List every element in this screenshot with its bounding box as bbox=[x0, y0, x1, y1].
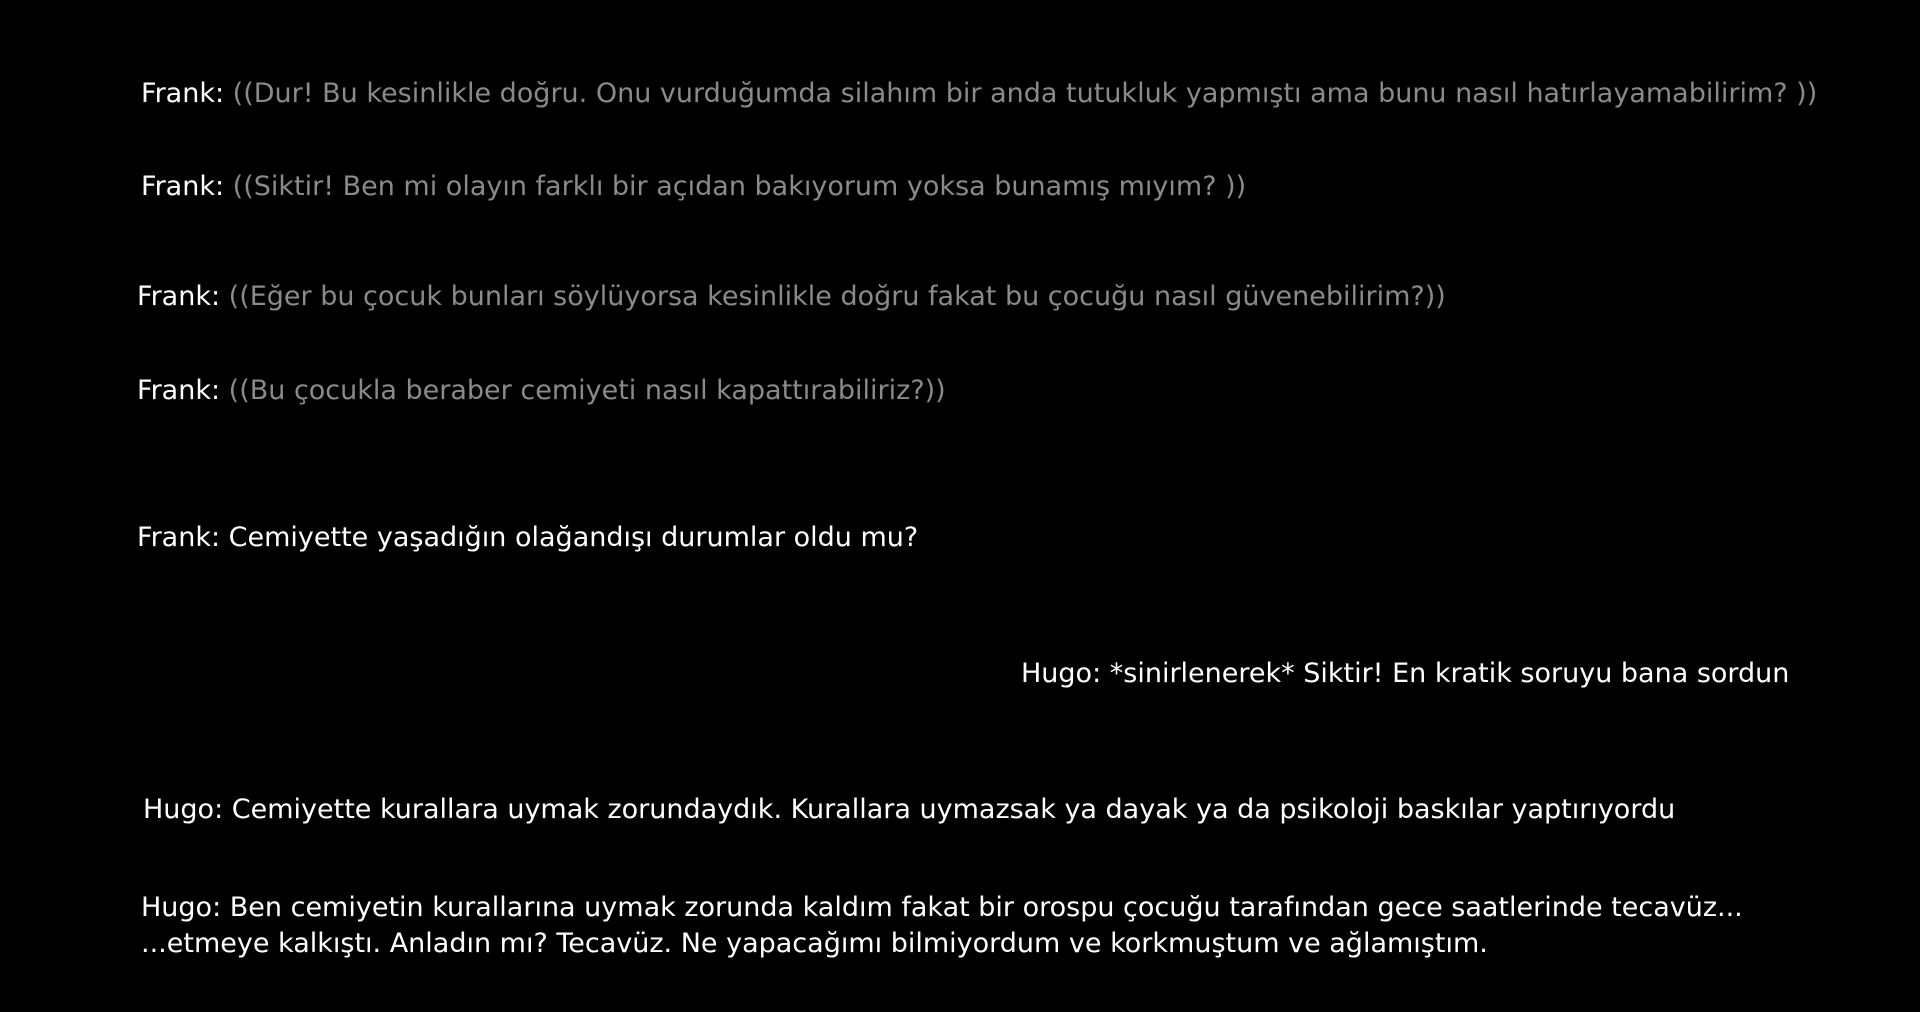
dialogue-text: Ben cemiyetin kurallarına uymak zorunda kaldım fakat bir orospu çocuğu tarafından gece saatlerinde tecavüz... bbox=[229, 892, 1743, 923]
speaker-name: Hugo: bbox=[141, 892, 222, 923]
speaker-name: Frank: bbox=[137, 522, 221, 553]
dialogue-line-frank-thought-4 bbox=[137, 373, 946, 409]
dialogue-line-hugo-story bbox=[141, 890, 1743, 962]
dialogue-line-frank-thought-2 bbox=[141, 169, 1246, 205]
speaker-name: Hugo: bbox=[143, 794, 224, 825]
dialogue-text: ((Siktir! Ben mi olayın farklı bir açıdan bakıyorum yoksa bunamış mıyım? )) bbox=[232, 171, 1247, 202]
speaker-name: Frank: bbox=[137, 375, 221, 406]
speaker-name: Frank: bbox=[141, 78, 225, 109]
dialogue-line-frank-question bbox=[137, 520, 918, 556]
dialogue-line-2 bbox=[141, 926, 1743, 962]
dialogue-line-frank-thought-3 bbox=[137, 279, 1446, 315]
dialogue-text: *sinirlenerek* Siktir! En kratik soruyu bana sordun bbox=[1109, 658, 1790, 689]
dialogue-text-continued: ...etmeye kalkıştı. Anladın mı? Tecavüz. Ne yapacağımı bilmiyordum ve korkmuştum ve ağlamıştım. bbox=[141, 928, 1488, 959]
dialogue-text: ((Bu çocukla beraber cemiyeti nasıl kapattırabiliriz?)) bbox=[228, 375, 946, 406]
speaker-name: Frank: bbox=[137, 281, 221, 312]
speaker-name: Hugo: bbox=[1021, 658, 1102, 689]
dialogue-line-hugo-reaction bbox=[1021, 656, 1789, 692]
dialogue-text: ((Eğer bu çocuk bunları söylüyorsa kesinlikle doğru fakat bu çocuğu nasıl güvenebilirim?)) bbox=[228, 281, 1446, 312]
dialogue-line-hugo-rules bbox=[143, 792, 1675, 828]
dialogue-line-1 bbox=[141, 890, 1743, 926]
speaker-name: Frank: bbox=[141, 171, 225, 202]
dialogue-text: Cemiyette kurallara uymak zorundaydık. Kurallara uymazsak ya dayak ya da psikoloji baskılar yaptırıyordu bbox=[231, 794, 1676, 825]
dialogue-line-frank-thought-1 bbox=[141, 76, 1817, 112]
dialogue-text: Cemiyette yaşadığın olağandışı durumlar oldu mu? bbox=[228, 522, 919, 553]
dialogue-text: ((Dur! Bu kesinlikle doğru. Onu vurduğumda silahım bir anda tutukluk yapmıştı ama bunu nasıl hatırlayamabilirim? )) bbox=[232, 78, 1818, 109]
